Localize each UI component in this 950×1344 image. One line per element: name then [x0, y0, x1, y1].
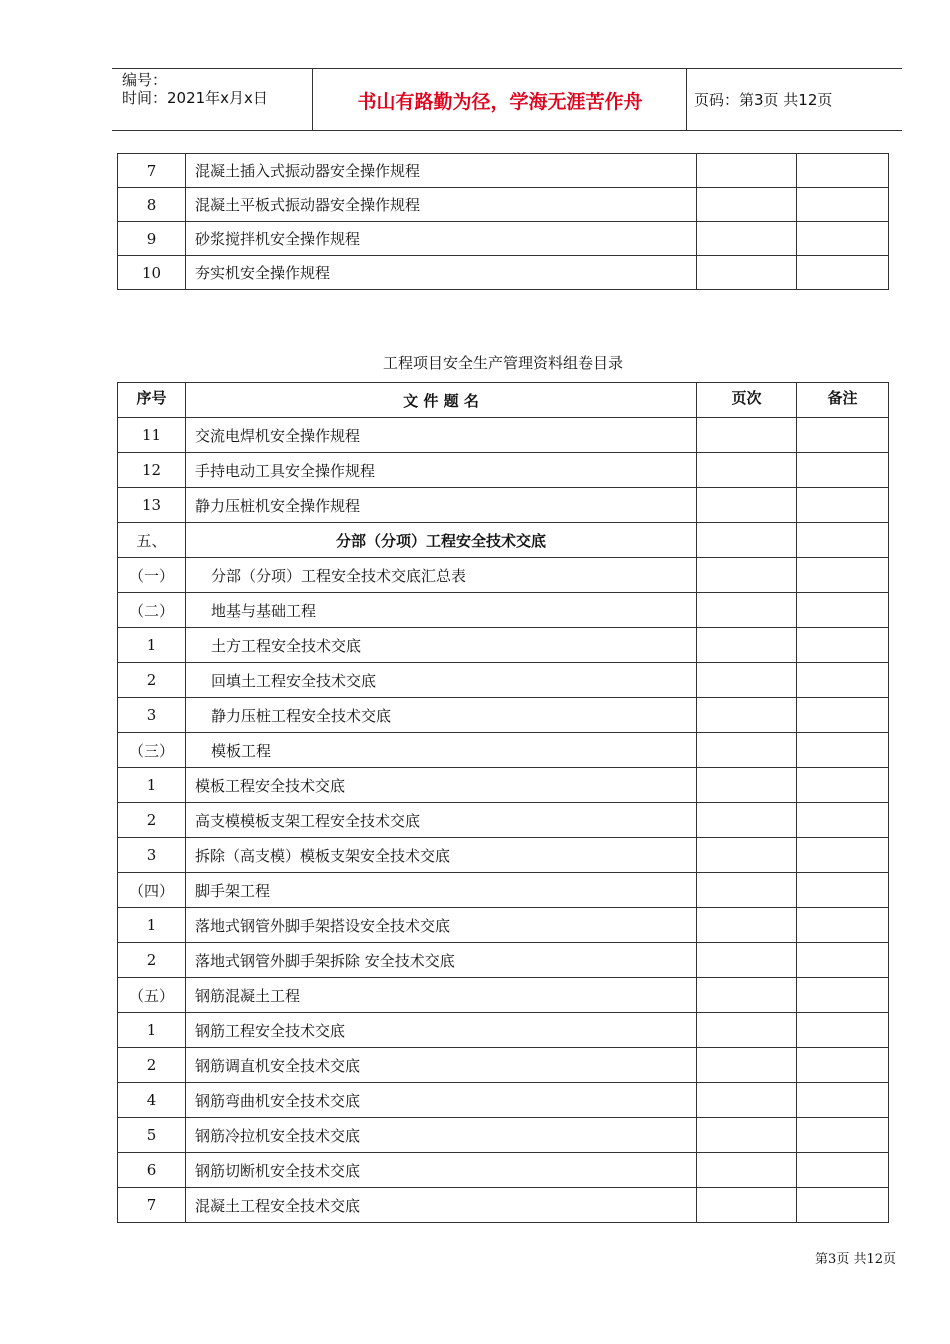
page-header — [112, 68, 902, 131]
table-caption: 工程项目安全生产管理资料组卷目录 — [382, 354, 623, 372]
row-number: 7 — [118, 1188, 186, 1223]
table-row — [118, 943, 889, 978]
row-title: 模板工程安全技术交底 — [186, 768, 697, 803]
row-page-cell — [697, 256, 797, 290]
row-page-cell — [697, 418, 797, 453]
row-number: 1 — [118, 768, 186, 803]
row-note-cell — [797, 1013, 889, 1048]
row-title: 静力压桩机安全操作规程 — [186, 488, 697, 523]
row-note-cell — [797, 558, 889, 593]
table-row — [118, 838, 889, 873]
row-number: 12 — [118, 453, 186, 488]
row-number: 11 — [118, 418, 186, 453]
row-number: （一） — [118, 558, 186, 593]
row-number: 1 — [118, 908, 186, 943]
table-row — [118, 768, 889, 803]
row-page-cell — [697, 1083, 797, 1118]
row-page-cell — [697, 453, 797, 488]
row-note-cell — [797, 1153, 889, 1188]
row-title: 土方工程安全技术交底 — [186, 628, 697, 663]
table-row — [118, 628, 889, 663]
header-meta — [122, 71, 268, 107]
row-title: 钢筋切断机安全技术交底 — [186, 1153, 697, 1188]
header-motto: 书山有路勤为径，学海无涯苦作舟 — [357, 91, 643, 113]
row-page-cell — [697, 1118, 797, 1153]
table-row — [118, 188, 889, 222]
table-row — [118, 1013, 889, 1048]
row-note-cell — [797, 1118, 889, 1153]
table-row — [118, 733, 889, 768]
table-row — [118, 154, 889, 188]
table-row — [118, 1118, 889, 1153]
row-note-cell — [797, 154, 889, 188]
header-divider — [686, 69, 687, 130]
row-note-cell — [797, 418, 889, 453]
row-title: 拆除（高支模）模板支架安全技术交底 — [186, 838, 697, 873]
row-note-cell — [797, 803, 889, 838]
row-number: 1 — [118, 628, 186, 663]
header-no: 序号 — [118, 383, 186, 418]
table-row — [118, 1083, 889, 1118]
row-title: 钢筋冷拉机安全技术交底 — [186, 1118, 697, 1153]
row-note-cell — [797, 1083, 889, 1118]
row-page-cell — [697, 873, 797, 908]
table-row — [118, 256, 889, 290]
row-page-cell — [697, 803, 797, 838]
row-title: 模板工程 — [186, 733, 697, 768]
row-page-cell — [697, 908, 797, 943]
row-page-cell — [697, 663, 797, 698]
table-row — [118, 908, 889, 943]
row-page-cell — [697, 733, 797, 768]
row-title: 混凝土插入式振动器安全操作规程 — [186, 154, 697, 188]
table-header-row — [118, 383, 889, 418]
row-note-cell — [797, 733, 889, 768]
table-row — [118, 1153, 889, 1188]
row-number: 2 — [118, 1048, 186, 1083]
row-page-cell — [697, 1013, 797, 1048]
row-title: 静力压桩工程安全技术交底 — [186, 698, 697, 733]
table-row — [118, 222, 889, 256]
row-note-cell — [797, 256, 889, 290]
row-title: 回填土工程安全技术交底 — [186, 663, 697, 698]
table-row — [118, 698, 889, 733]
row-number: （三） — [118, 733, 186, 768]
table-row — [118, 978, 889, 1013]
row-page-cell — [697, 943, 797, 978]
row-page-cell — [697, 978, 797, 1013]
row-page-cell — [697, 698, 797, 733]
table-row — [118, 663, 889, 698]
row-note-cell — [797, 873, 889, 908]
row-note-cell — [797, 1188, 889, 1223]
row-title: 落地式钢管外脚手架搭设安全技术交底 — [186, 908, 697, 943]
row-note-cell — [797, 593, 889, 628]
table-row — [118, 593, 889, 628]
row-title: 脚手架工程 — [186, 873, 697, 908]
table-row — [118, 873, 889, 908]
row-number: （四） — [118, 873, 186, 908]
table-row — [118, 1188, 889, 1223]
table-row — [118, 488, 889, 523]
row-page-cell — [697, 1153, 797, 1188]
row-title: 钢筋混凝土工程 — [186, 978, 697, 1013]
table-row — [118, 1048, 889, 1083]
row-page-cell — [697, 628, 797, 663]
row-title: 夯实机安全操作规程 — [186, 256, 697, 290]
row-number: 3 — [118, 838, 186, 873]
header-title: 文 件 题 名 — [186, 383, 697, 418]
row-title: 分部（分项）工程安全技术交底汇总表 — [186, 558, 697, 593]
header-page: 页次 — [697, 383, 797, 418]
row-number: （五） — [118, 978, 186, 1013]
table-row — [118, 418, 889, 453]
row-title: 钢筋调直机安全技术交底 — [186, 1048, 697, 1083]
row-number: 10 — [118, 256, 186, 290]
row-note-cell — [797, 663, 889, 698]
row-title: 落地式钢管外脚手架拆除 安全技术交底 — [186, 943, 697, 978]
row-page-cell — [697, 1188, 797, 1223]
row-title: 高支模模板支架工程安全技术交底 — [186, 803, 697, 838]
row-number: 8 — [118, 188, 186, 222]
table-row — [118, 523, 889, 558]
row-number: 13 — [118, 488, 186, 523]
table-row — [118, 453, 889, 488]
row-note-cell — [797, 628, 889, 663]
header-page-info: 页码：第3页 共12页 — [694, 91, 833, 109]
row-page-cell — [697, 1048, 797, 1083]
row-title: 钢筋弯曲机安全技术交底 — [186, 1083, 697, 1118]
row-note-cell — [797, 768, 889, 803]
row-note-cell — [797, 978, 889, 1013]
header-note: 备注 — [797, 383, 889, 418]
time-label: 时间：2021年x月x日 — [122, 89, 268, 107]
row-note-cell — [797, 523, 889, 558]
row-title: 混凝土工程安全技术交底 — [186, 1188, 697, 1223]
row-page-cell — [697, 154, 797, 188]
row-number: 4 — [118, 1083, 186, 1118]
row-note-cell — [797, 222, 889, 256]
row-note-cell — [797, 453, 889, 488]
row-note-cell — [797, 838, 889, 873]
row-number: 五、 — [118, 523, 186, 558]
row-page-cell — [697, 768, 797, 803]
serial-label: 编号： — [122, 71, 168, 89]
header-divider — [312, 69, 313, 130]
row-page-cell — [697, 558, 797, 593]
row-number: （二） — [118, 593, 186, 628]
row-title: 砂浆搅拌机安全操作规程 — [186, 222, 697, 256]
row-number: 2 — [118, 663, 186, 698]
continued-table — [117, 153, 889, 290]
row-title: 地基与基础工程 — [186, 593, 697, 628]
row-title: 交流电焊机安全操作规程 — [186, 418, 697, 453]
row-title: 钢筋工程安全技术交底 — [186, 1013, 697, 1048]
row-note-cell — [797, 908, 889, 943]
row-note-cell — [797, 488, 889, 523]
row-number: 3 — [118, 698, 186, 733]
row-note-cell — [797, 1048, 889, 1083]
row-page-cell — [697, 188, 797, 222]
page-footer: 第3页 共12页 — [815, 1252, 896, 1267]
row-title: 混凝土平板式振动器安全操作规程 — [186, 188, 697, 222]
row-page-cell — [697, 838, 797, 873]
row-note-cell — [797, 188, 889, 222]
catalog-table — [117, 382, 889, 1223]
table-row — [118, 803, 889, 838]
row-page-cell — [697, 222, 797, 256]
section-title: 分部（分项）工程安全技术交底 — [186, 523, 697, 558]
row-page-cell — [697, 593, 797, 628]
row-page-cell — [697, 488, 797, 523]
row-number: 9 — [118, 222, 186, 256]
row-number: 5 — [118, 1118, 186, 1153]
row-number: 7 — [118, 154, 186, 188]
row-number: 1 — [118, 1013, 186, 1048]
table-row — [118, 558, 889, 593]
row-note-cell — [797, 943, 889, 978]
row-number: 6 — [118, 1153, 186, 1188]
row-number: 2 — [118, 943, 186, 978]
row-number: 2 — [118, 803, 186, 838]
row-title: 手持电动工具安全操作规程 — [186, 453, 697, 488]
row-page-cell — [697, 523, 797, 558]
row-note-cell — [797, 698, 889, 733]
